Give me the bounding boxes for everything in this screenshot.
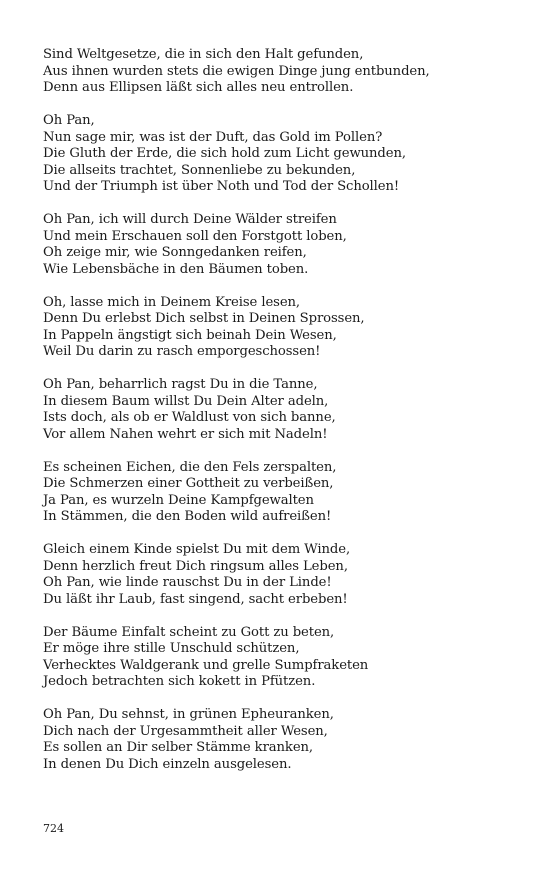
poem-line: Oh Pan, — [43, 113, 95, 128]
poem-line: Oh zeige mir, wie Sonngedanken reifen, — [43, 245, 307, 260]
poem-line: Der Bäume Einfalt scheint zu Gott zu beten, — [43, 624, 335, 640]
poem-line: Und der Triumph ist über Noth und Tod der Schollen! — [43, 179, 400, 194]
poem-text — [43, 47, 513, 773]
poem-line: Oh Pan, beharrlich ragst Du in die Tanne, — [43, 377, 318, 392]
poem-line: Die Schmerzen einer Gottheit zu verbeißen, — [43, 476, 334, 491]
poem-line: In denen Du Dich einzeln ausgelesen. — [43, 756, 292, 772]
poem-line: In diesem Baum willst Du Dein Alter adeln, — [43, 393, 329, 409]
poem-line: Verhecktes Waldgerank und grelle Sumpfraketen — [43, 657, 369, 673]
poem-line: Oh Pan, ich will durch Deine Wälder streifen — [43, 212, 337, 227]
stanza — [43, 460, 513, 526]
poem-line: Dich nach der Urgesammtheit aller Wesen, — [43, 723, 328, 739]
stanza — [43, 212, 513, 278]
stanza — [43, 47, 513, 97]
poem-line: In Stämmen, die den Boden wild aufreißen! — [43, 509, 332, 524]
poem-line: Denn aus Ellipsen läßt sich alles neu entrollen. — [43, 80, 354, 95]
poem-line: Jedoch betrachten sich kokett in Pfützen. — [43, 674, 316, 689]
poem-line: Oh, lasse mich in Deinem Kreise lesen, — [43, 294, 301, 310]
poem-line: Ja Pan, es wurzeln Deine Kampfgewalten — [43, 492, 314, 508]
stanza — [43, 295, 513, 361]
poem-line: Er möge ihre stille Unschuld schützen, — [43, 641, 300, 656]
poem-line: Nun sage mir, was ist der Duft, das Gold im Pollen? — [43, 129, 383, 145]
poem-line: Vor allem Nahen wehrt er sich mit Nadeln! — [43, 426, 328, 442]
poem-line: Oh Pan, Du sehnst, in grünen Epheuranken, — [43, 707, 334, 722]
poem-line: Aus ihnen wurden stets die ewigen Dinge jung entbunden, — [43, 63, 430, 79]
poem-line: Ists doch, als ob er Waldlust von sich banne, — [43, 410, 336, 425]
poem-line: Es scheinen Eichen, die den Fels zerspalten, — [43, 459, 337, 475]
poem-line: Denn Du erlebst Dich selbst in Deinen Sprossen, — [43, 311, 365, 326]
page-number: 724 — [43, 822, 64, 835]
poem-line: Gleich einem Kinde spielst Du mit dem Winde, — [43, 542, 351, 557]
stanza — [43, 377, 513, 443]
poem-line: Du läßt ihr Laub, fast singend, sacht erbeben! — [43, 591, 348, 607]
poem-line: Es sollen an Dir selber Stämme kranken, — [43, 740, 314, 755]
poem-line: Und mein Erschauen soll den Forstgott loben, — [43, 228, 347, 244]
poem-line: Sind Weltgesetze, die in sich den Halt gefunden, — [43, 47, 364, 62]
poem-line: Die Gluth der Erde, die sich hold zum Licht gewunden, — [43, 146, 406, 161]
poem-line: Oh Pan, wie linde rauschst Du in der Linde! — [43, 575, 332, 590]
poem-line: Die allseits trachtet, Sonnenliebe zu bekunden, — [43, 162, 356, 178]
stanza — [43, 707, 513, 773]
poem-line: Wie Lebensbäche in den Bäumen toben. — [43, 261, 309, 277]
poem-line: Weil Du darin zu rasch emporgeschossen! — [43, 344, 321, 359]
poem-line: Denn herzlich freut Dich ringsum alles Leben, — [43, 558, 348, 574]
stanza — [43, 113, 513, 196]
stanza — [43, 542, 513, 608]
stanza — [43, 625, 513, 691]
poem-line: In Pappeln ängstigt sich beinah Dein Wesen, — [43, 327, 337, 343]
